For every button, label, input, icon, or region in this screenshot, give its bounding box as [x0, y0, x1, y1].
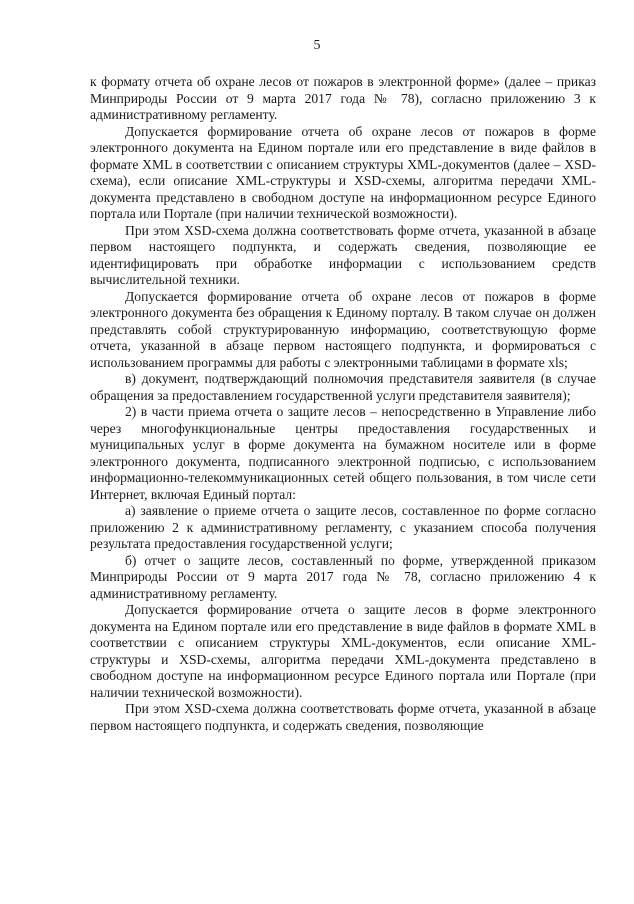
paragraph-xml-report-protection: Допускается формирование отчета о защите лесов в форме электронного документа на Едином портале или его представление в виде файлов в формате XML в соответствии с описанием структуры XML-документов, если описание XML-структуры и XSD-схемы, алгоритма передачи XML-документа представлено в свободном доступе на информационном ресурсе Единого портала или Портале (при наличии технической возможности). [90, 602, 596, 700]
paragraph-xsd-requirements-2: При этом XSD-схема должна соответствовать форме отчета, указанной в абзаце первом настоящего подпункта, и содержать сведения, позволяющие [90, 701, 596, 733]
page-number: 5 [313, 38, 321, 53]
paragraph-item-v: в) документ, подтверждающий полномочия представителя заявителя (в случае обращения за предоставлением государственной услуги представителя заявителя); [90, 371, 596, 403]
paragraph-item-2: 2) в части приема отчета о защите лесов – непосредственно в Управление либо через многофункциональные центры предоставления государственных и муниципальных услуг в форме документа на бумажном носителе или в форме электронного документа, подписанного электронной подписью, с использованием информационно-телекоммуникационных сетей общего пользования, в том числе сети Интернет, включая Единый портал: [90, 404, 596, 502]
paragraph-without-portal: Допускается формирование отчета об охране лесов от пожаров в форме электронного документа без обращения к Единому порталу. В таком случае он должен представлять собой структурированную информацию, соответствующую форме отчета, указанной в абзаце первом настоящего подпункта, и формироваться с использованием программы для работы с электронными таблицами в формате xls; [90, 288, 596, 370]
paragraph-xml-report-fire: Допускается формирование отчета об охране лесов от пожаров в форме электронного документа на Едином портале или его представление в виде файлов в формате XML в соответствии с описанием структуры XML-документов (далее – XSD-схема), если описание XML-структуры и XSD-схемы, алгоритма передачи XML-документа представлено в свободном доступе на информационном ресурсе Единого портала или Портале (при наличии технической возможности). [90, 123, 596, 221]
paragraph-xsd-requirements: При этом XSD-схема должна соответствовать форме отчета, указанной в абзаце первом настоящего подпункта, и содержать сведения, позволяющие ее идентифицировать при обработке информации с использованием средств вычислительной техники. [90, 222, 596, 287]
paragraph-continuation: к формату отчета об охране лесов от пожаров в электронной форме» (далее – приказ Минприроды России от 9 марта 2017 года № 78), согласно приложению 3 к административному регламенту. [90, 74, 596, 122]
document-body [90, 74, 596, 734]
paragraph-item-a: а) заявление о приеме отчета о защите лесов, составленное по форме согласно приложению 2 к административному регламенту, с указанием способа получения результата предоставления государственной услуги; [90, 503, 596, 551]
paragraph-item-b: б) отчет о защите лесов, составленный по форме, утвержденной приказом Минприроды России от 9 марта 2017 года № 78, согласно приложению 4 к административному регламенту. [90, 552, 596, 601]
